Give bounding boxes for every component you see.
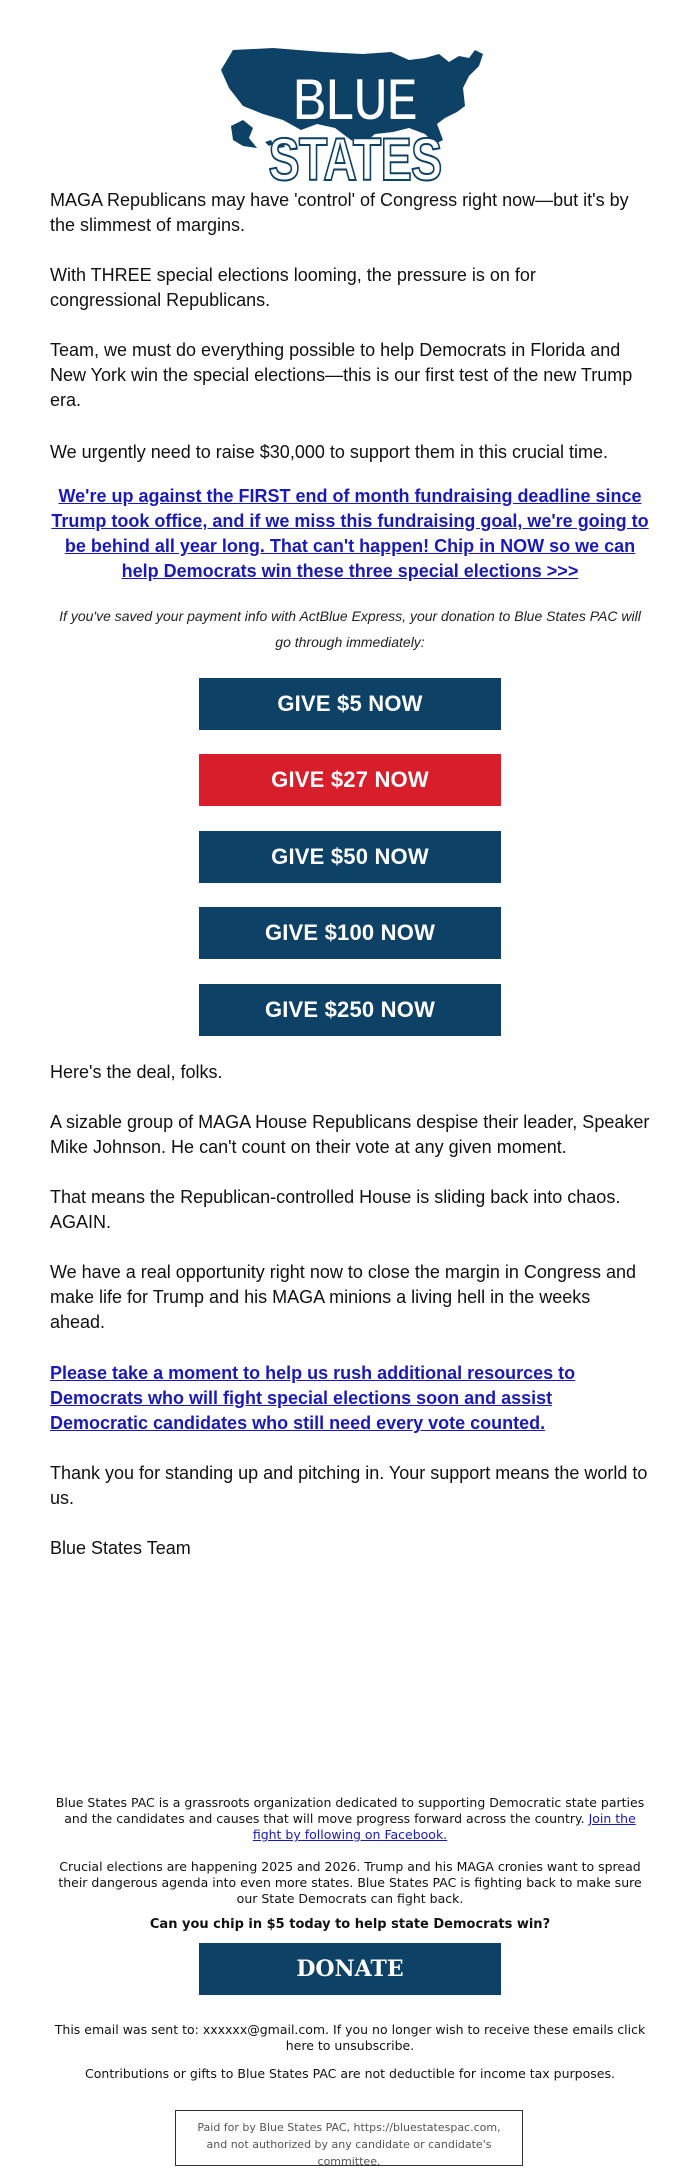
logo-text: BLUE STATES (268, 66, 442, 193)
primary-cta-link[interactable]: We're up against the FIRST end of month fundraising deadline since Trump took office, and if we miss this fundraising goal, we're going to be behind all year long. That can't happen! Chip in NOW so we can help Democrats win these three special elections >>> (51, 486, 649, 581)
paid-for-text: Paid for by Blue States PAC, https://bluestatespac.com, and not authorized by any candidate or candidate's committee. (197, 2121, 501, 2168)
give-250-button[interactable]: GIVE $250 NOW (199, 984, 501, 1036)
body-paragraph-5: Thank you for standing up and pitching in. Your support means the world to us. (50, 1463, 648, 1508)
give-27-button[interactable]: GIVE $27 NOW (199, 754, 501, 806)
blue-states-logo (213, 48, 489, 193)
facebook-link[interactable]: Join the fight by following on Facebook. (252, 1811, 636, 1842)
secondary-cta-link[interactable]: Please take a moment to help us rush additional resources to Democrats who will fight special elections soon and assist Democratic candidates who still need every vote counted. (50, 1363, 576, 1433)
give-50-button[interactable]: GIVE $50 NOW (199, 831, 501, 883)
footer-tax-note: Contributions or gifts to Blue States PAC are not deductible for income tax purposes. (85, 2066, 615, 2081)
footer-about-text: Blue States PAC is a grassroots organization dedicated to supporting Democratic state parties and the candidates and causes that will move progress forward across the country. (55, 1795, 645, 1826)
intro-paragraph-3: Team, we must do everything possible to help Democrats in Florida and New York win the special elections—this is our first test of the new Trump era. (50, 340, 633, 410)
intro-paragraph-1: MAGA Republicans may have 'control' of Congress right now—but it's by the slimmest of margins. (50, 190, 629, 235)
footer-elections: Crucial elections are happening 2025 and 2026. Trump and his MAGA cronies want to spread their dangerous agenda into even more states. Blue States PAC is fighting back to make sure our State Democrats can fight back. (58, 1859, 642, 1906)
give-100-button[interactable]: GIVE $100 NOW (199, 907, 501, 959)
donate-button[interactable]: DONATE (199, 1943, 501, 1995)
actblue-express-note: If you've saved your payment info with ActBlue Express, your donation to Blue States PAC will go through immediately: (59, 608, 641, 650)
body-paragraph-2: A sizable group of MAGA House Republicans despise their leader, Speaker Mike Johnson. He can't count on their vote at any given moment. (50, 1112, 650, 1157)
footer-ask: Can you chip in $5 today to help state Democrats win? (149, 1917, 551, 1932)
body-paragraph-3: That means the Republican-controlled House is sliding back into chaos. AGAIN. (50, 1187, 621, 1232)
give-5-button[interactable]: GIVE $5 NOW (199, 678, 501, 730)
footer-about (50, 1795, 650, 1843)
footer-sent-to[interactable]: This email was sent to: xxxxxx@gmail.com. If you no longer wish to receive these emails click here to unsubscribe. (54, 2022, 646, 2053)
body-paragraph-1: Here's the deal, folks. (50, 1062, 223, 1082)
signoff: Blue States Team (50, 1538, 191, 1558)
intro-paragraph-2: With THREE special elections looming, the pressure is on for congressional Republicans. (50, 265, 536, 310)
intro-paragraph-4: We urgently need to raise $30,000 to support them in this crucial time. (50, 442, 608, 462)
body-paragraph-4: We have a real opportunity right now to close the margin in Congress and make life for Trump and his MAGA minions a living hell in the weeks ahead. (50, 1262, 636, 1332)
paid-for-box (175, 2110, 523, 2166)
